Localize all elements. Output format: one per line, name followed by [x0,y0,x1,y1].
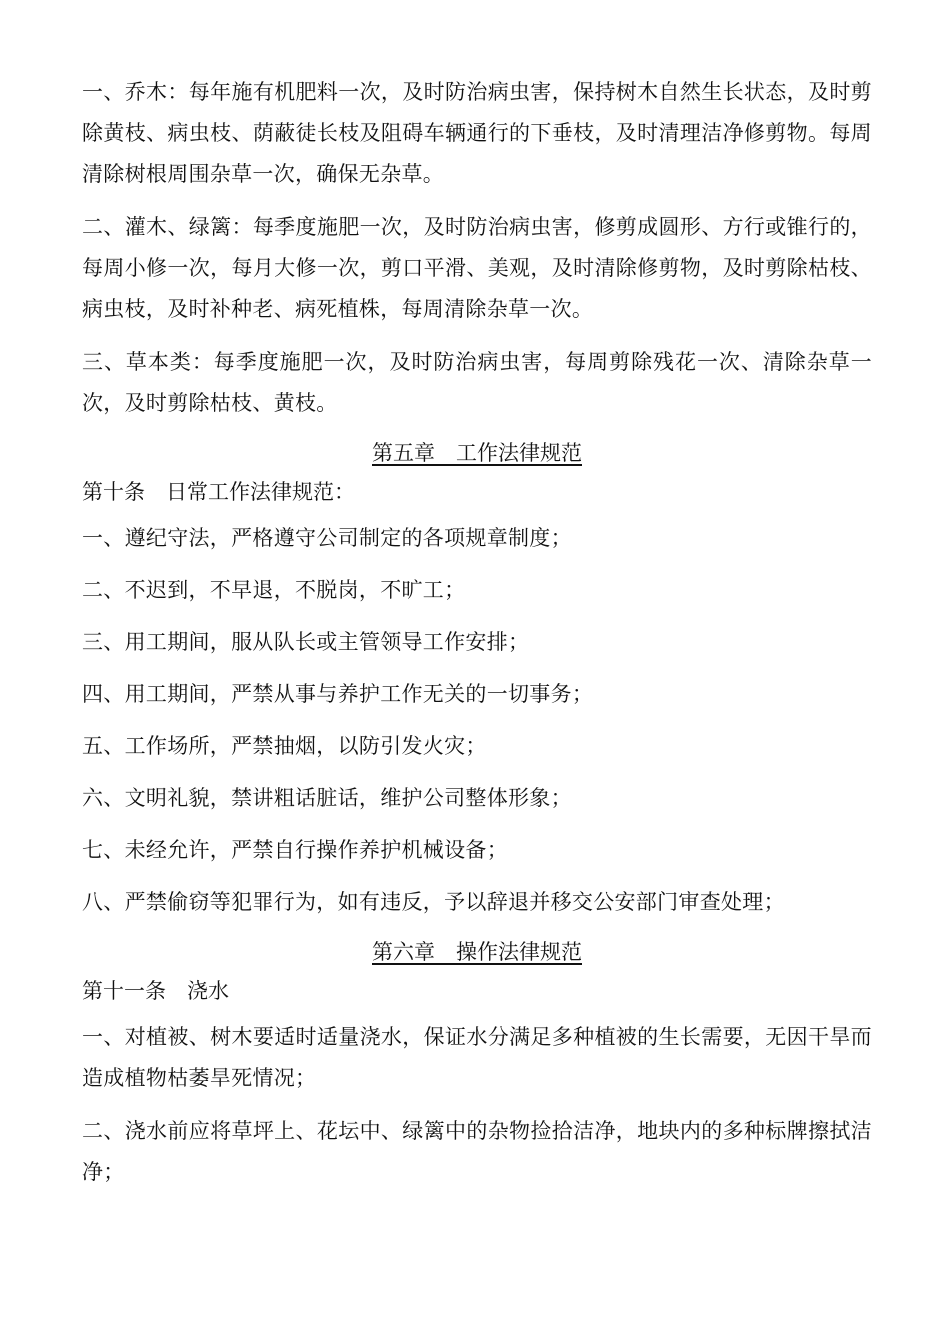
rule-item: 八、严禁偷窃等犯罪行为，如有违反，予以辞退并移交公安部门审查处理； [82,890,785,914]
document-page [82,72,872,1205]
chapter-6-title: 第六章 操作法律规范 [372,940,582,964]
paragraph-trees: 一、乔木：每年施有机肥料一次，及时防治病虫害，保持树木自然生长状态，及时剪除黄枝、病虫枝、荫蔽徒长枝及阻碍车辆通行的下垂枝，及时清理洁净修剪物。每周清除树根周围杂草一次，确保无杂草。 [82,80,872,186]
chapter-5-heading [82,438,872,468]
rule-item: 七、未经允许，严禁自行操作养护机械设备； [82,838,508,862]
rule-item: 四、用工期间，严禁从事与养护工作无关的一切事务； [82,682,594,706]
article-10-heading: 第十条 日常工作法律规范： [82,480,355,504]
paragraph-herbaceous: 三、草本类：每季度施肥一次，及时防治病虫害，每周剪除残花一次、清除杂草一次，及时剪除枯枝、黄枝。 [82,350,872,415]
rule-item: 三、用工期间，服从队长或主管领导工作安排； [82,630,530,654]
rule-item: 一、遵纪守法，严格遵守公司制定的各项规章制度； [82,526,572,550]
chapter-6-heading [82,937,872,967]
rule-item: 二、不迟到，不早退，不脱岗，不旷工； [82,578,466,602]
article-11-heading: 第十一条 浇水 [82,979,229,1003]
rule-item: 六、文明礼貌，禁讲粗话脏话，维护公司整体形象； [82,786,572,810]
paragraph-watering-1: 一、对植被、树木要适时适量浇水，保证水分满足多种植被的生长需要，无因干旱而造成植物枯萎旱死情况； [82,1025,872,1090]
rule-item: 五、工作场所，严禁抽烟，以防引发火灾； [82,734,487,758]
paragraph-watering-2: 二、浇水前应将草坪上、花坛中、绿篱中的杂物捡拾洁净，地块内的多种标牌擦拭洁净； [82,1119,872,1184]
paragraph-shrubs-hedges: 二、灌木、绿篱：每季度施肥一次，及时防治病虫害，修剪成圆形、方行或锥行的，每周小修一次，每月大修一次，剪口平滑、美观，及时清除修剪物，及时剪除枯枝、病虫枝，及时补种老、病死植株，每周清除杂草一次。 [82,215,872,321]
chapter-5-title: 第五章 工作法律规范 [372,441,582,465]
